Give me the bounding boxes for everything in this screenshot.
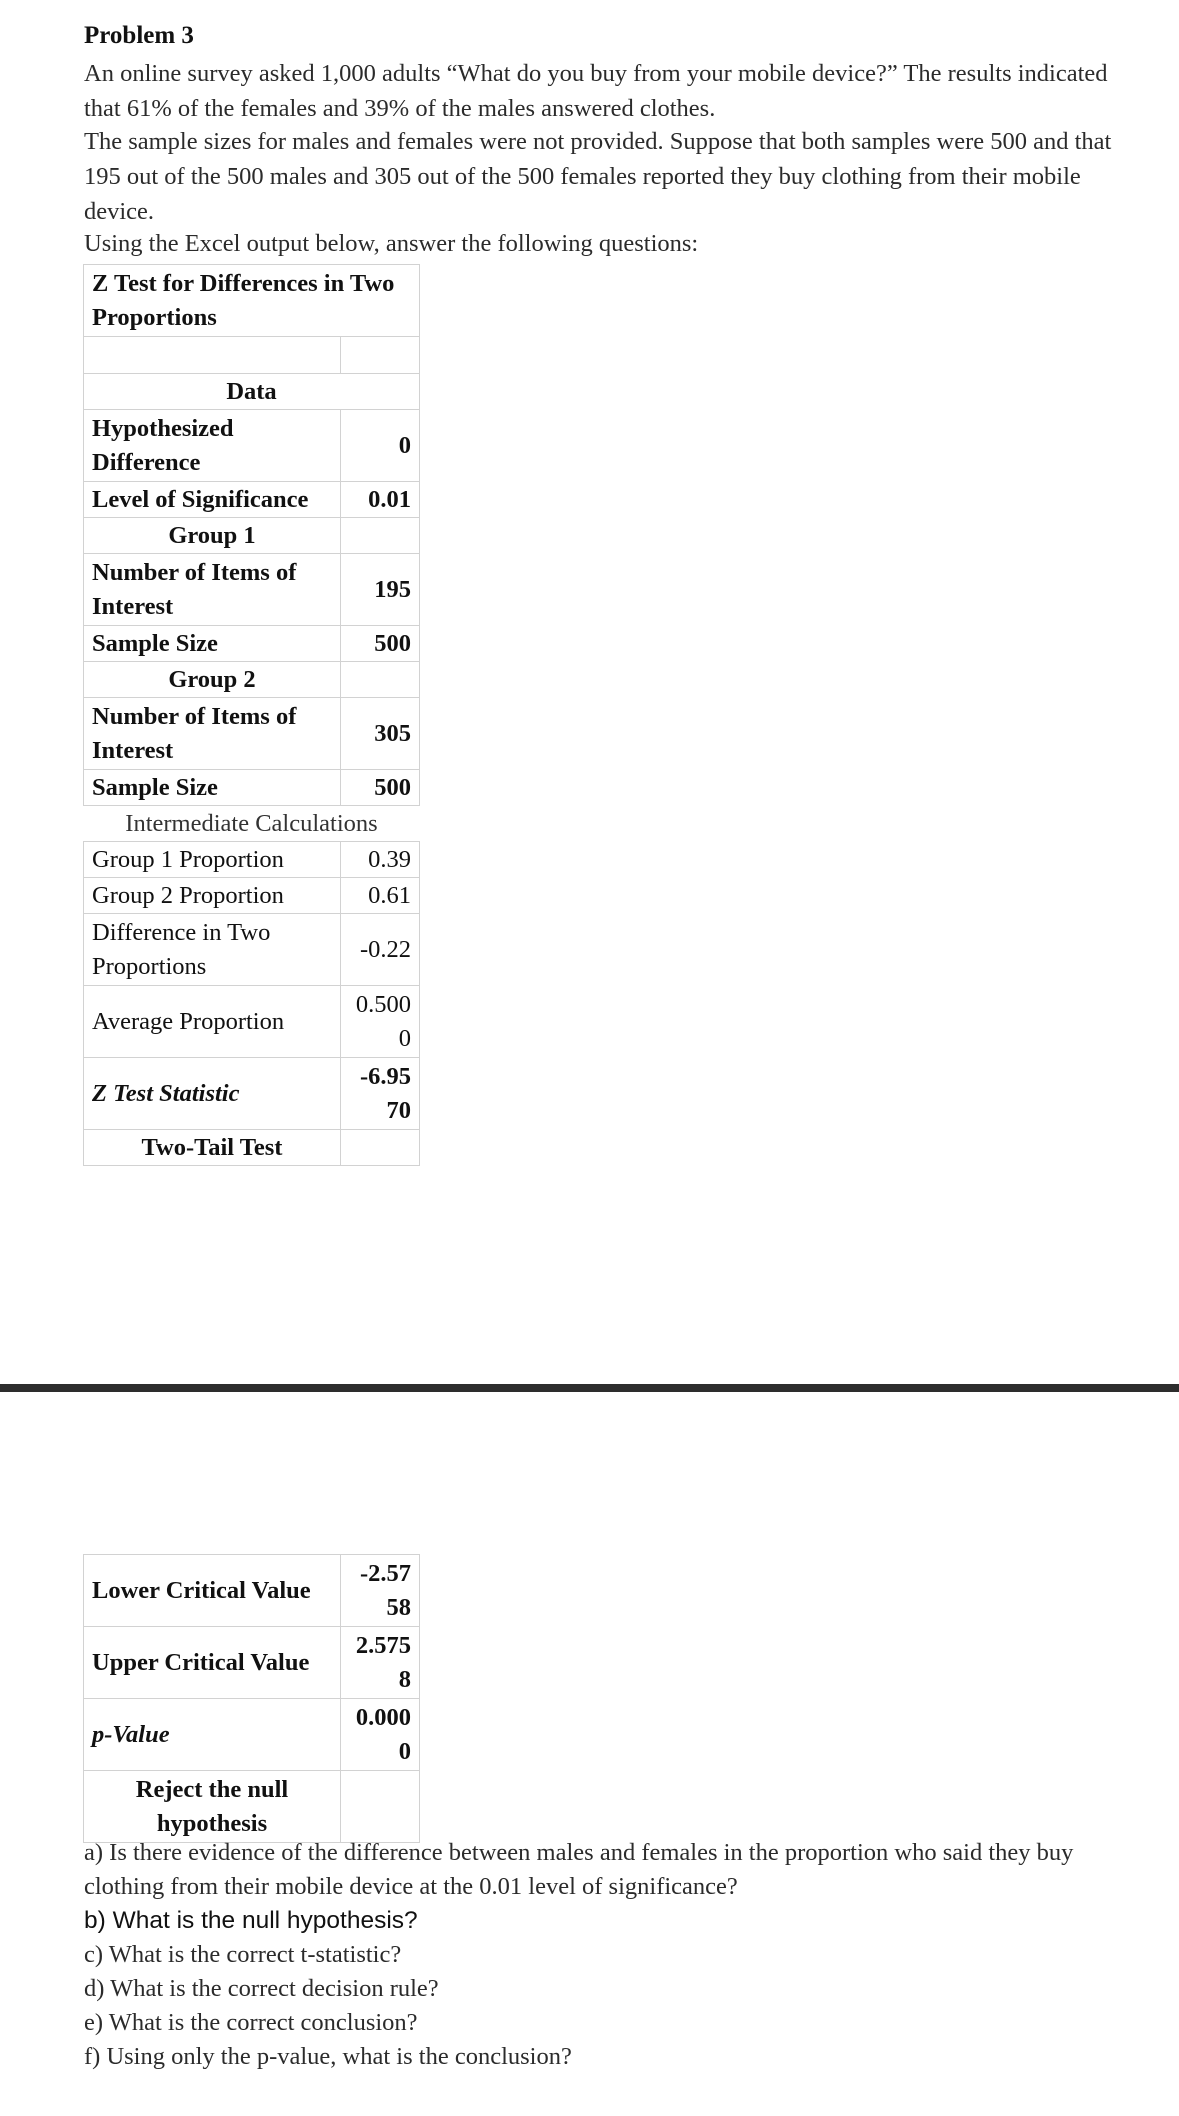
los-value: 0.01 [341,482,420,518]
los-label: Level of Significance [84,482,341,518]
g1-size-label: Sample Size [84,626,341,662]
question-a: a) Is there evidence of the difference between males and females in the proportion who said they buy clothing from their mobile device at the 0.01 level of significance? [84,1839,1074,1900]
two-tail-test-label: Two-Tail Test [84,1130,341,1166]
question-d: d) What is the correct decision rule? [84,1975,439,2002]
lower-critical-label: Lower Critical Value [84,1555,341,1627]
excel-output-table-1 [83,264,420,1166]
lower-critical-value: -2.57 58 [341,1555,420,1627]
average-proportion-label: Average Proportion [84,986,341,1058]
average-proportion-value: 0.500 0 [341,986,420,1058]
question-f: f) Using only the p-value, what is the conclusion? [84,2043,572,2070]
g2-proportion-value: 0.61 [341,878,420,914]
problem-intro: An online survey asked 1,000 adults “What do you buy from your mobile device?” The results indicated that 61% of the females and 39% of the males answered clothes. [84,60,1108,122]
g1-items-value: 195 [341,554,420,626]
hyp-diff-value: 0 [341,410,420,482]
g2-size-value: 500 [341,770,420,806]
question-c: c) What is the correct t-statistic? [84,1941,402,1968]
g2-size-label: Sample Size [84,770,341,806]
g2-proportion-label: Group 2 Proportion [84,878,341,914]
questions-list [84,1836,1144,2074]
problem-assumption: The sample sizes for males and females were not provided. Suppose that both samples were 500 and that 195 out of the 500 males and 305 out of the 500 females reported they buy clothing from their mobile device. [84,128,1112,225]
difference-value: -0.22 [341,914,420,986]
question-e: e) What is the correct conclusion? [84,2009,418,2036]
g2-items-label: Number of Items of Interest [84,698,341,770]
section-divider [0,1384,1179,1392]
g1-items-label: Number of Items of Interest [84,554,341,626]
p-value-label: p-Value [84,1699,341,1771]
question-b: b) What is the null hypothesis? [84,1907,418,1934]
p-value-value: 0.000 0 [341,1699,420,1771]
data-section-label: Data [84,374,420,410]
hyp-diff-label: Hypothesized Difference [84,410,341,482]
table-header: Z Test for Differences in Two Proportions [84,265,420,337]
z-statistic-value: -6.95 70 [341,1058,420,1130]
intermediate-calculations-label: Intermediate Calculations [125,809,378,837]
problem-title: Problem 3 [84,22,194,49]
z-statistic-label: Z Test Statistic [84,1058,341,1130]
upper-critical-label: Upper Critical Value [84,1627,341,1699]
problem-instruction: Using the Excel output below, answer the following questions: [84,230,699,257]
g1-proportion-label: Group 1 Proportion [84,842,341,878]
upper-critical-value: 2.575 8 [341,1627,420,1699]
difference-label: Difference in Two Proportions [84,914,341,986]
group2-label: Group 2 [84,662,341,698]
excel-output-table-2 [83,1554,420,1843]
decision-label: Reject the null hypothesis [84,1771,341,1843]
group1-label: Group 1 [84,518,341,554]
g2-items-value: 305 [341,698,420,770]
g1-size-value: 500 [341,626,420,662]
g1-proportion-value: 0.39 [341,842,420,878]
